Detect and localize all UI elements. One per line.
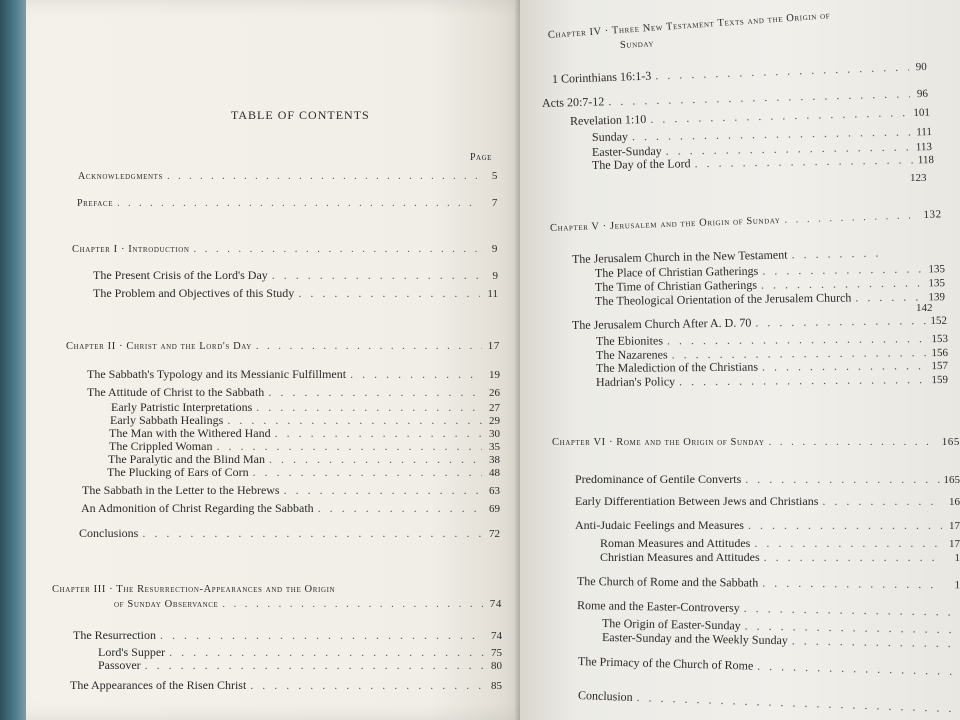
leader-dots [256, 341, 482, 352]
toc-entry-label: Rome and the Easter-Controversy [576, 598, 740, 615]
toc-entry-label: Conclusion [577, 688, 633, 704]
toc-entry-label: Preface [77, 198, 114, 209]
toc-entry-label: The Jerusalem Church After A. D. 70 [571, 315, 752, 332]
toc-entry-label: Chapter VI · Rome and the Origin of Sunday [552, 437, 765, 448]
toc-entry-label: An Admonition of Christ Regarding the Sabbath [81, 501, 314, 515]
toc-entry-label: Acts 20:7-12 [541, 94, 605, 110]
toc-chapter-3[interactable] [52, 584, 502, 595]
toc-entry[interactable] [572, 313, 947, 333]
toc-entry-page: 74 [491, 630, 502, 642]
toc-entry-label: The Church of Rome and the Sabbath [576, 574, 759, 590]
toc-entry-page: 142 [916, 302, 933, 314]
toc-entry-page: 26 [489, 387, 500, 399]
toc-entry-label: The Resurrection [73, 628, 156, 642]
toc-entry-page: 132 [923, 208, 942, 221]
leader-dots [194, 244, 480, 255]
toc-entry[interactable] [577, 574, 960, 592]
toc-entry-label: Christian Measures and Attitudes [600, 550, 760, 564]
toc-entry-label: The Nazarenes [595, 347, 668, 362]
toc-entry-page: 72 [489, 528, 500, 540]
toc-entry-label: Conclusions [79, 526, 139, 540]
toc-entry-label: The Theological Orientation of the Jerusalem Church [594, 290, 852, 308]
toc-entry-label: Sunday [591, 129, 629, 144]
leader-dots [222, 599, 484, 610]
bleed-through-band [550, 392, 940, 408]
toc-entry[interactable] [552, 59, 927, 87]
toc-entry-label: Easter-Sunday [591, 143, 662, 159]
toc-entry-page: 63 [489, 485, 500, 497]
toc-subentry[interactable] [98, 658, 502, 673]
toc-subentry[interactable] [596, 372, 948, 390]
toc-entry-page: 7 [491, 197, 498, 209]
toc-entry-page: 9 [491, 243, 498, 255]
toc-entry-page: 118 [917, 154, 935, 167]
toc-entry-label: The Origin of Easter-Sunday [601, 616, 741, 633]
toc-entry-page: 159 [931, 373, 949, 387]
toc-entry-page: 19 [489, 369, 500, 381]
toc-entry[interactable] [81, 501, 500, 516]
leader-dots [117, 198, 480, 209]
toc-entry-page: 17 [949, 520, 960, 532]
toc-entry-label: The Day of the Lord [591, 156, 691, 172]
toc-entry[interactable] [73, 628, 502, 643]
toc-entry-label: Revelation 1:10 [569, 112, 647, 128]
right-page-content [520, 0, 960, 720]
toc-entry-label: Anti-Judaic Feelings and Measures [575, 518, 744, 532]
toc-entry-label: The Plucking of Ears of Corn [107, 465, 249, 479]
leader-dots [250, 678, 484, 693]
leader-dots [748, 518, 942, 533]
leader-dots [694, 152, 913, 171]
toc-entry-label: Sunday [619, 38, 655, 51]
toc-entry-page: 69 [489, 503, 500, 515]
leader-dots [160, 628, 484, 643]
toc-entry-label: Early Patristic Interpretations [111, 400, 253, 414]
toc-entry-label: Easter-Sunday and the Weekly Sunday [601, 630, 788, 648]
toc-entry-page-only [910, 172, 936, 184]
toc-entry[interactable] [578, 654, 960, 679]
toc-heading: TABLE OF CONTENTS [231, 108, 370, 122]
leader-dots [167, 171, 480, 182]
toc-entry-page: 74 [489, 598, 502, 610]
leader-dots [284, 483, 482, 498]
leader-dots [762, 576, 942, 593]
toc-entry-label: The Appearances of the Risen Christ [70, 678, 247, 692]
leader-dots [757, 659, 956, 679]
toc-entry-label: The Primacy of the Church of Rome [577, 654, 754, 673]
toc-entry-label: The Present Crisis of the Lord's Day [93, 268, 268, 282]
toc-entry-page: 16 [949, 496, 960, 508]
toc-entry-label: The Problem and Objectives of this Study [93, 286, 295, 300]
leader-dots [744, 601, 957, 620]
toc-entry[interactable] [575, 494, 960, 509]
toc-entry-page: 101 [913, 106, 931, 120]
toc-entry-label: The Sabbath's Typology and its Messianic Fulfillment [87, 367, 347, 381]
toc-entry-label: The Malediction of the Christians [595, 359, 759, 375]
toc-entry-page: 11 [487, 288, 498, 300]
toc-entry-page: 5 [491, 170, 498, 182]
toc-entry-page: 1 [954, 552, 960, 564]
leader-dots [142, 526, 482, 541]
toc-entry[interactable] [87, 367, 500, 382]
toc-chapter-3-cont[interactable] [114, 598, 502, 610]
toc-entry-page: 29 [489, 415, 500, 427]
toc-entry-page: 1 [954, 579, 960, 592]
left-page [26, 0, 530, 720]
leader-dots [745, 472, 939, 487]
toc-entry-label: The Place of Christian Gatherings [594, 263, 759, 280]
leader-dots [679, 372, 927, 389]
toc-entry-preface[interactable] [77, 197, 498, 209]
toc-entry-page: 48 [489, 467, 500, 479]
leader-dots [792, 633, 956, 651]
toc-entry-label: Passover [98, 658, 141, 672]
toc-entry-acknowledgments[interactable] [78, 170, 498, 182]
toc-entry-label: The Ebionites [595, 333, 664, 348]
toc-entry-page: 165 [941, 436, 960, 448]
toc-entry-page: 152 [930, 314, 948, 327]
toc-entry[interactable] [93, 286, 498, 301]
leader-dots [272, 268, 480, 283]
leader-dots [784, 210, 919, 226]
leader-dots [791, 245, 888, 262]
toc-entry-label: Chapter II · Christ and the Lord's Day [66, 341, 252, 352]
toc-entry-page: 17 [949, 538, 960, 550]
leader-dots [755, 313, 926, 330]
toc-entry-page: 156 [931, 346, 949, 360]
toc-entry-page: 123 [910, 172, 927, 184]
toc-entry-page: 17 [487, 340, 500, 352]
leader-dots [350, 367, 482, 382]
leader-dots [822, 494, 942, 509]
toc-entry-label: 1 Corinthians 16:1-3 [551, 68, 652, 86]
page-column-label: Page [470, 152, 492, 163]
toc-entry-label: The Time of Christian Gatherings [594, 277, 758, 294]
right-page [520, 0, 960, 720]
toc-subentry[interactable] [600, 550, 960, 565]
toc-entry-label: The Crippled Woman [109, 439, 213, 453]
toc-entry-page: 96 [916, 87, 929, 101]
toc-chapter-2[interactable] [66, 340, 500, 352]
leader-dots [754, 536, 942, 551]
toc-entry-label: Roman Measures and Attitudes [600, 536, 751, 550]
leader-dots [318, 501, 482, 516]
toc-entry-label: Chapter IV · Three New Testament Texts and the Origin of [547, 10, 831, 41]
toc-entry-page: 35 [489, 441, 500, 453]
toc-entry-label: Hadrian's Policy [595, 374, 676, 389]
toc-entry-page: 27 [489, 402, 500, 414]
leader-dots [268, 385, 482, 400]
toc-chapter-5[interactable] [550, 208, 942, 234]
toc-entry-label: The Paralytic and the Blind Man [108, 452, 265, 466]
leader-dots [655, 60, 909, 84]
toc-entry-label: Predominance of Gentile Converts [575, 472, 742, 486]
toc-entry-label: Acknowledgments [78, 171, 164, 182]
toc-entry-label: The Sabbath in the Letter to the Hebrews [82, 483, 280, 497]
leader-dots [253, 465, 482, 480]
toc-entry-page: 135 [928, 263, 946, 276]
toc-entry-page: 135 [928, 277, 946, 290]
leader-dots [855, 289, 924, 305]
toc-entry-page: 139 [928, 291, 946, 304]
toc-entry-page: 80 [491, 660, 502, 672]
toc-entry-label: Early Differentiation Between Jews and Christians [575, 494, 819, 508]
leader-dots [764, 550, 942, 565]
toc-entry-page: 75 [491, 647, 502, 659]
leader-dots [145, 658, 484, 673]
toc-entry-page: 165 [943, 474, 960, 486]
toc-entry[interactable] [578, 688, 960, 716]
toc-entry-page: 111 [916, 126, 933, 139]
toc-entry-label: Chapter I · Introduction [72, 244, 190, 255]
toc-entry-label: Early Sabbath Healings [110, 413, 224, 427]
toc-chapter-1[interactable] [72, 243, 498, 255]
toc-entry[interactable] [87, 385, 500, 400]
toc-entry[interactable] [70, 678, 502, 693]
leader-dots [298, 286, 480, 301]
toc-entry-label: The Attitude of Christ to the Sabbath [87, 385, 265, 399]
toc-entry[interactable] [82, 483, 500, 498]
toc-entry[interactable] [79, 526, 500, 541]
toc-subentry[interactable] [107, 465, 500, 480]
toc-entry-label: Chapter V · Jerusalem and the Origin of Sunday [549, 214, 781, 234]
toc-entry[interactable] [575, 472, 960, 487]
toc-subentry[interactable] [600, 536, 960, 551]
toc-entry[interactable] [93, 268, 498, 283]
toc-entry-label: Lord's Supper [98, 645, 166, 659]
toc-entry-page: 157 [931, 359, 949, 373]
toc-entry[interactable] [575, 518, 960, 533]
toc-entry-page: 153 [931, 332, 949, 346]
toc-chapter-6[interactable] [552, 436, 960, 448]
toc-entry-label: of Sunday Observance [114, 599, 219, 610]
toc-entry-page: 113 [915, 141, 933, 154]
toc-entry-label: The Jerusalem Church in the New Testament [571, 247, 788, 266]
toc-entry-page: 9 [492, 270, 498, 282]
leader-dots [650, 105, 909, 127]
toc-entry-page: 90 [915, 60, 927, 74]
toc-entry-page: 38 [489, 454, 500, 466]
toc-entry-label: Chapter III · The Resurrection-Appearances and the Origin [52, 584, 336, 595]
leader-dots [769, 437, 938, 448]
leader-dots [636, 690, 956, 716]
toc-entry-page: 85 [491, 680, 502, 692]
toc-entry-label: The Man with the Withered Hand [109, 426, 271, 440]
toc-entry-page: 30 [489, 428, 500, 440]
